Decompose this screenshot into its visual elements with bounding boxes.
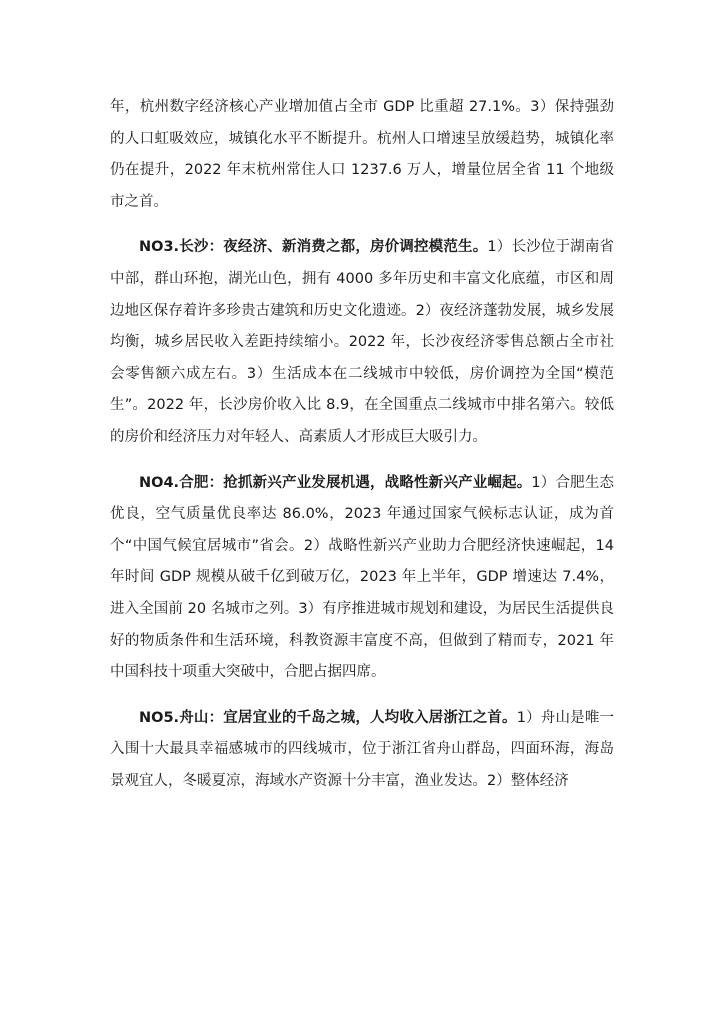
document-body (110, 92, 614, 797)
paragraph-zhoushan (110, 703, 614, 798)
paragraph-heading-changsha: NO3.长沙：夜经济、新消费之都，房价调控模范生。 (139, 239, 488, 256)
paragraph-changsha (110, 232, 614, 453)
paragraph-heading-zhoushan: NO5.舟山：宜居宜业的千岛之城，人均收入居浙江之首。 (139, 709, 517, 726)
paragraph-text: 1）舟山是唯一入围十大最具幸福感城市的四线城市，位于浙江省舟山群岛，四面环海，海岛景观宜人，冬暖夏凉，海域水产资源十分丰富，渔业发达。2）整体经济 (110, 709, 614, 789)
paragraph-text: 年，杭州数字经济核心产业增加值占全市 GDP 比重超 27.1%。3）保持强劲的人口虹吸效应，城镇化水平不断提升。杭州人口增速呈放缓趋势，城镇化率仍在提升，2022 年末杭州常住人口 1237.6 万人，增量位居全省 11 个地级市之首。 (110, 99, 614, 210)
paragraph-text: 1）长沙位于湖南省中部，群山环抱，湖光山色，拥有 4000 多年历史和丰富文化底蕴，市区和周边地区保存着许多珍贵古建筑和历史文化遗迹。2）夜经济蓬勃发展，城乡发展均衡，城乡居民收入差距持续缩小。2022 年，长沙夜经济零售总额占全市社会零售额六成左右。3）生活成本在二线城市中较低，房价调控为全国“模范生”。2022 年，长沙房价收入比 8.9，在全国重点二线城市中排名第六。较低的房价和经济压力对年轻人、高素质人才形成巨大吸引力。 (110, 239, 614, 445)
paragraph-text: 1）合肥生态优良，空气质量优良率达 86.0%，2023 年通过国家气候标志认证，成为首个“中国气候宜居城市”省会。2）战略性新兴产业助力合肥经济快速崛起，14 年时间 GDP 规模从破千亿到破万亿，2023 年上半年，GDP 增速达 7.4%，进入全国前 20 名城市之列。3）有序推进城市规划和建设，为居民生活提供良好的物质条件和生活环境，科教资源丰富度不高，但做到了精而专，2021 年中国科技十项重大突破中，合肥占据四席。 (110, 474, 614, 681)
paragraph-hefei (110, 468, 614, 689)
paragraph-hangzhou-continued (110, 92, 614, 218)
paragraph-heading-hefei: NO4.合肥：抢抓新兴产业发展机遇，战略性新兴产业崛起。 (139, 474, 532, 491)
